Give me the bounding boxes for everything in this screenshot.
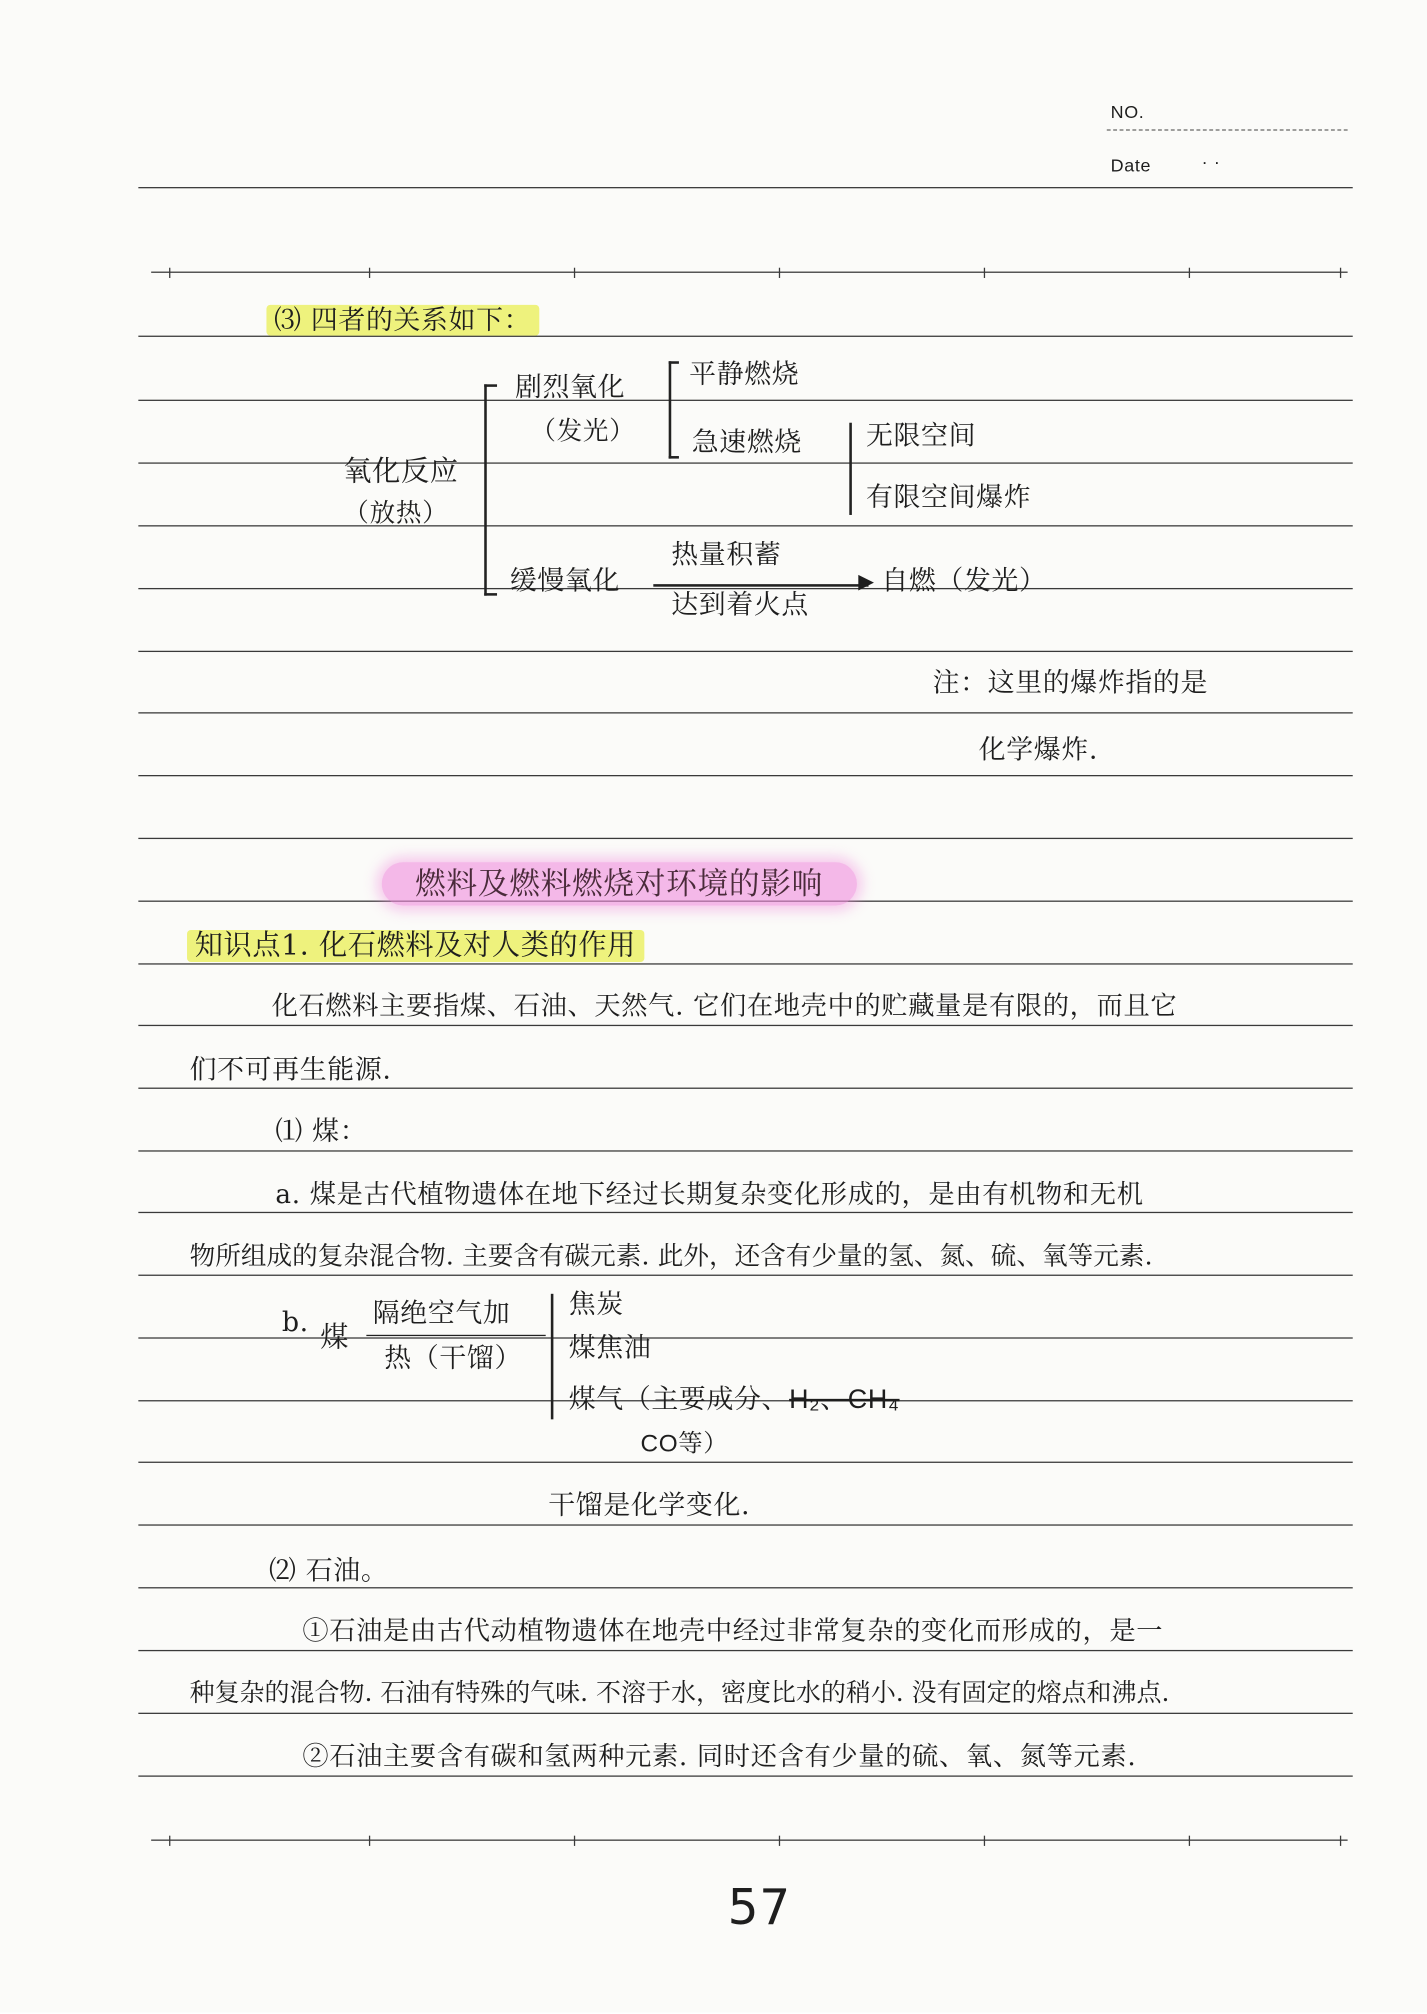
intro-line-1: 化石燃料主要指煤、石油、天然气. 它们在地壳中的贮藏量是有限的，而且它 — [271, 990, 1178, 1021]
arrow-shaft — [653, 584, 868, 587]
coal-product-coal-gas-cont: CO等） — [640, 1430, 729, 1458]
ruled-line — [138, 1650, 1352, 1651]
page-title: 燃料及燃料燃烧对环境的影响 — [382, 869, 857, 900]
coal-product-coal-gas: 煤气（主要成分、H₂、CH₄ — [568, 1383, 900, 1415]
slow-oxidation: 缓慢氧化 — [509, 564, 621, 596]
rapid-brace — [849, 423, 852, 515]
coal-a-line-2: 物所组成的复杂混合物. 主要含有碳元素. 此外，还含有少量的氢、氮、硫、氧等元素. — [189, 1240, 1153, 1271]
ruled-line — [138, 1524, 1352, 1525]
arrow-head: ▶ — [858, 568, 875, 594]
brace-tick — [669, 456, 679, 459]
petroleum-p2: ②石油主要含有碳和氢两种元素. 同时还含有少量的硫、氧、氮等元素. — [302, 1740, 1137, 1772]
ruled-line — [138, 838, 1352, 839]
coal-b-arrow-top: 隔绝空气加 — [372, 1297, 511, 1329]
ruled-line — [138, 525, 1352, 526]
ruled-line — [138, 1275, 1352, 1276]
limited-space-explosion: 有限空间爆炸 — [865, 481, 1032, 513]
coal-heading: ⑴ 煤： — [275, 1115, 368, 1147]
coal-product-coke: 焦炭 — [568, 1288, 624, 1320]
section-3-heading: ⑶ 四者的关系如下： — [266, 307, 538, 334]
ruled-line — [138, 336, 1352, 337]
date-dots: · · — [1201, 151, 1221, 172]
page-number: 57 — [727, 1879, 791, 1936]
coal-b-coal: 煤 — [320, 1321, 350, 1355]
no-dashed-line — [1107, 129, 1348, 130]
ruled-line — [138, 1462, 1352, 1463]
self-ignition: 自燃（发光） — [881, 564, 1047, 596]
unlimited-space: 无限空间 — [865, 420, 977, 451]
diagram-main-brace — [484, 384, 487, 595]
petroleum-heading: ⑵ 石油。 — [269, 1555, 389, 1586]
no-label: NO. — [1110, 101, 1145, 122]
rapid-burning: 急速燃烧 — [691, 426, 802, 458]
coal-product-coal-tar: 煤焦油 — [568, 1332, 652, 1363]
calm-burning: 平静燃烧 — [689, 358, 800, 390]
date-label: Date — [1110, 155, 1152, 176]
petroleum-p1-line-1: ①石油是由古代动植物遗体在地壳中经过非常复杂的变化而形成的，是一 — [302, 1615, 1164, 1647]
ruled-line — [138, 1212, 1352, 1213]
ruled-line — [138, 1150, 1352, 1151]
coal-products-brace — [551, 1294, 554, 1420]
brace-tick — [484, 384, 497, 387]
diagram-root-note: （放热） — [343, 497, 449, 528]
ruled-line — [138, 1775, 1352, 1776]
petroleum-p1-line-2: 种复杂的混合物. 石油有特殊的气味. 不溶于水，密度比水的稍小. 没有固定的熔点和沸点. — [189, 1678, 1170, 1708]
diagram-root: 氧化反应 — [343, 456, 459, 489]
vigorous-oxidation-note: （发光） — [530, 415, 636, 446]
ruled-line — [138, 462, 1352, 463]
ruled-line — [138, 400, 1352, 401]
ruled-line — [138, 187, 1352, 188]
ruled-line — [138, 1713, 1352, 1714]
ruled-line — [138, 1088, 1352, 1089]
ruled-line — [138, 712, 1352, 713]
ruled-line — [138, 963, 1352, 964]
dry-distillation-note: 干馏是化学变化. — [548, 1489, 751, 1521]
coal-a-line-1: a. 煤是古代植物遗体在地下经过长期复杂变化形成的，是由有机物和无机 — [275, 1178, 1144, 1210]
intro-line-2: 们不可再生能源. — [189, 1054, 392, 1086]
vigorous-oxidation: 剧烈氧化 — [514, 371, 626, 403]
brace-tick — [669, 361, 679, 364]
note-line-2: 化学爆炸. — [978, 734, 1099, 765]
brace-tick — [484, 593, 497, 596]
ruled-line-ticked — [151, 272, 1347, 273]
ruled-line — [138, 1587, 1352, 1588]
ruled-line — [138, 775, 1352, 776]
knowledge-point-heading: 知识点1. 化石燃料及对人类的作用 — [187, 933, 644, 961]
vigorous-brace — [669, 361, 672, 458]
coal-b-label: b. — [281, 1306, 309, 1338]
note-line-1: 注：这里的爆炸指的是 — [932, 667, 1208, 699]
coal-b-arrow-line — [366, 1335, 545, 1336]
ruled-line — [138, 1025, 1352, 1026]
ruled-line — [138, 651, 1352, 652]
coal-b-arrow-bottom: 热（干馏） — [384, 1342, 523, 1374]
arrow-bottom-reach-ignition: 达到着火点 — [671, 589, 809, 621]
arrow-top-heat-accumulation: 热量积蓄 — [671, 539, 782, 571]
ruled-line-ticked — [151, 1840, 1347, 1841]
